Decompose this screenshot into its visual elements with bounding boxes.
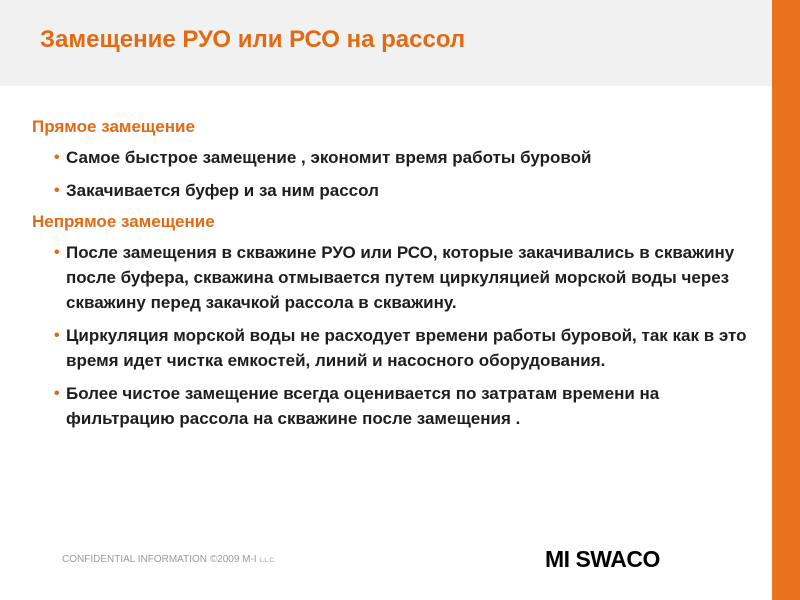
- footer-suffix: L.L.C.: [259, 558, 276, 564]
- slide-title: Замещение РУО или РСО на рассол: [40, 26, 466, 53]
- company-logo: MI SWACO: [545, 546, 660, 572]
- bullet-icon: •: [54, 244, 60, 261]
- slide-content: [32, 116, 767, 439]
- bullet-item: [32, 323, 767, 373]
- footer-confidential: [62, 554, 275, 565]
- bullet-text: После замещения в скважине РУО или РСО, которые закачивались в скважину после буфера, скважина отмывается путем циркуляцией морской воды через скважину перед закачкой рассола в скважину.: [66, 243, 735, 312]
- bullet-icon: •: [54, 327, 60, 344]
- bullet-item: [32, 240, 767, 315]
- bullet-text: Закачивается буфер и за ним рассол: [66, 181, 379, 200]
- section-heading-indirect: Непрямое замещение: [32, 212, 215, 231]
- bullet-item: [32, 178, 767, 203]
- section-heading-direct: Прямое замещение: [32, 117, 195, 136]
- bullet-text: Более чистое замещение всегда оценивается по затратам времени на фильтрацию рассола на скважине после замещения .: [66, 384, 660, 428]
- footer-text: CONFIDENTIAL INFORMATION ©2009 M-I: [62, 554, 257, 565]
- bullet-text: Циркуляция морской воды не расходует времени работы буровой, так как в это время идет чистка емкостей, линий и насосного оборудования.: [66, 326, 747, 370]
- bullet-icon: •: [54, 149, 60, 166]
- bullet-icon: •: [54, 385, 60, 402]
- accent-bar: [772, 0, 800, 600]
- bullet-item: [32, 145, 767, 170]
- bullet-text: Самое быстрое замещение , экономит время работы буровой: [66, 148, 592, 167]
- bullet-icon: •: [54, 182, 60, 199]
- bullet-item: [32, 381, 767, 431]
